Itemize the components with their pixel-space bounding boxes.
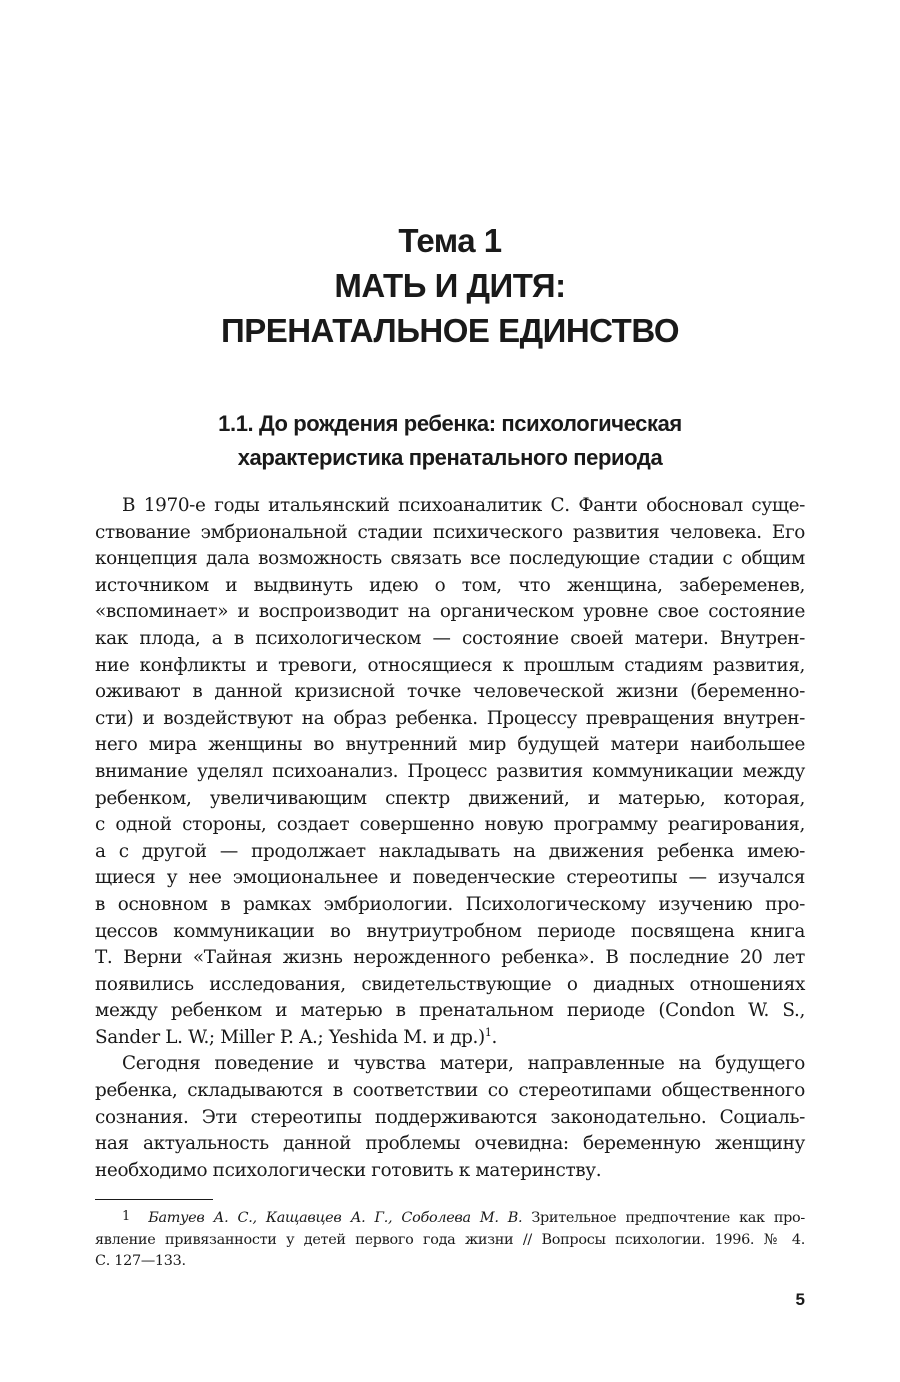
paragraph-1-line: с одной стороны, создает совершенно новую программу реагирования, <box>95 814 805 836</box>
page-number: 5 <box>795 1290 805 1309</box>
paragraph-1-last-line <box>95 1025 805 1052</box>
footnote-line-2: явление привязанности у детей первого года жизни // Вопросы психологии. 1996. № 4. <box>95 1231 805 1248</box>
paragraph-1-line-text: Sander L. W.; Miller P. A.; Yeshida M. и др.) <box>95 1026 485 1048</box>
chapter-heading <box>95 218 805 353</box>
paragraph-1-line: в основном в рамках эмбриологии. Психологическому изучению про- <box>95 893 805 915</box>
paragraph-1-line: ствование эмбриональной стадии психического развития человека. Его <box>95 521 805 543</box>
paragraph-1-line: ребенком, увеличивающим спектр движений, и матерью, которая, <box>95 787 805 809</box>
paragraph-1-line: между ребенком и матерью в пренатальном периоде (Condon W. S., <box>95 1000 805 1022</box>
paragraph-1-line: появились исследования, свидетельствующие о диадных отношениях <box>95 973 805 995</box>
paragraph-1-line: него мира женщины во внутренний мир будущей матери наибольшее <box>95 734 805 756</box>
footnote-divider <box>95 1199 213 1200</box>
footnote <box>95 1208 805 1273</box>
paragraph-1-line: Т. Верни «Тайная жизнь нерожденного ребенка». В последние 20 лет <box>95 947 805 969</box>
footnote-line-1 <box>95 1208 805 1230</box>
paragraph-1-line: концепция дала возможность связать все последующие стадии с общим <box>95 548 805 570</box>
paragraph-1-line: цессов коммуникации во внутриутробном периоде посвящена книга <box>95 920 805 942</box>
paragraph-2 <box>95 1051 805 1184</box>
paragraph-2-line: сознания. Эти стереотипы поддерживаются законодательно. Социаль- <box>95 1106 805 1128</box>
footnote-number: 1 <box>122 1209 130 1224</box>
paragraph-2-line: необходимо психологически готовить к материнству. <box>95 1159 602 1181</box>
topic-label: Тема 1 <box>398 222 502 259</box>
section-heading <box>95 407 805 475</box>
paragraph-1-line: щиеся у нее эмоциональнее и поведенческие стереотипы — изучался <box>95 867 805 889</box>
book-page <box>95 0 805 1382</box>
footnote-reference[interactable]: 1 <box>484 1025 492 1039</box>
paragraph-1-line: «вспоминает» и воспроизводит на органическом уровне свое состояние <box>95 601 805 623</box>
paragraph-1-line: ние конфликты и тревоги, относящиеся к прошлым стадиям развития, <box>95 654 805 676</box>
paragraph-2-line: ребенка, складываются в соответствии со стереотипами общественного <box>95 1080 805 1102</box>
footnote-line-3: С. 127—133. <box>95 1253 186 1269</box>
paragraph-1-end: . <box>491 1026 498 1048</box>
chapter-title-line-1: МАТЬ И ДИТЯ: <box>334 267 566 304</box>
body-text <box>95 493 805 1184</box>
footnote-authors: Батуев А. С., Кащавцев А. Г., Соболева М. В. <box>148 1210 523 1226</box>
paragraph-2-line: Сегодня поведение и чувства матери, направленные на будущего <box>122 1053 805 1075</box>
footnote-line-1-rest: Зрительное предпочтение как про- <box>522 1210 805 1226</box>
paragraph-1-line: сти) и воздействуют на образ ребенка. Процессу превращения внутрен- <box>95 707 805 729</box>
chapter-title-line-2: ПРЕНАТАЛЬНОЕ ЕДИНСТВО <box>220 312 680 349</box>
paragraph-2-line: ная актуальность данной проблемы очевидна: беременную женщину <box>95 1133 805 1155</box>
paragraph-1-line: как плода, а в психологическом — состояние своей матери. Внутрен- <box>95 627 805 649</box>
paragraph-1 <box>95 493 805 1051</box>
paragraph-1-line: источником и выдвинуть идею о том, что женщина, забеременев, <box>95 574 805 596</box>
paragraph-1-line: В 1970-е годы итальянский психоаналитик С. Фанти обосновал суще- <box>122 495 805 516</box>
paragraph-1-line: внимание уделял психоанализ. Процесс развития коммуникации между <box>95 760 805 782</box>
paragraph-1-line: а с другой — продолжает накладывать на движения ребенка имею- <box>95 840 805 862</box>
section-title-line-2: характеристика пренатального периода <box>237 445 663 470</box>
section-title-line-1: 1.1. До рождения ребенка: психологическая <box>218 411 682 436</box>
paragraph-1-line: оживают в данной кризисной точке человеческой жизни (беременно- <box>95 681 805 703</box>
